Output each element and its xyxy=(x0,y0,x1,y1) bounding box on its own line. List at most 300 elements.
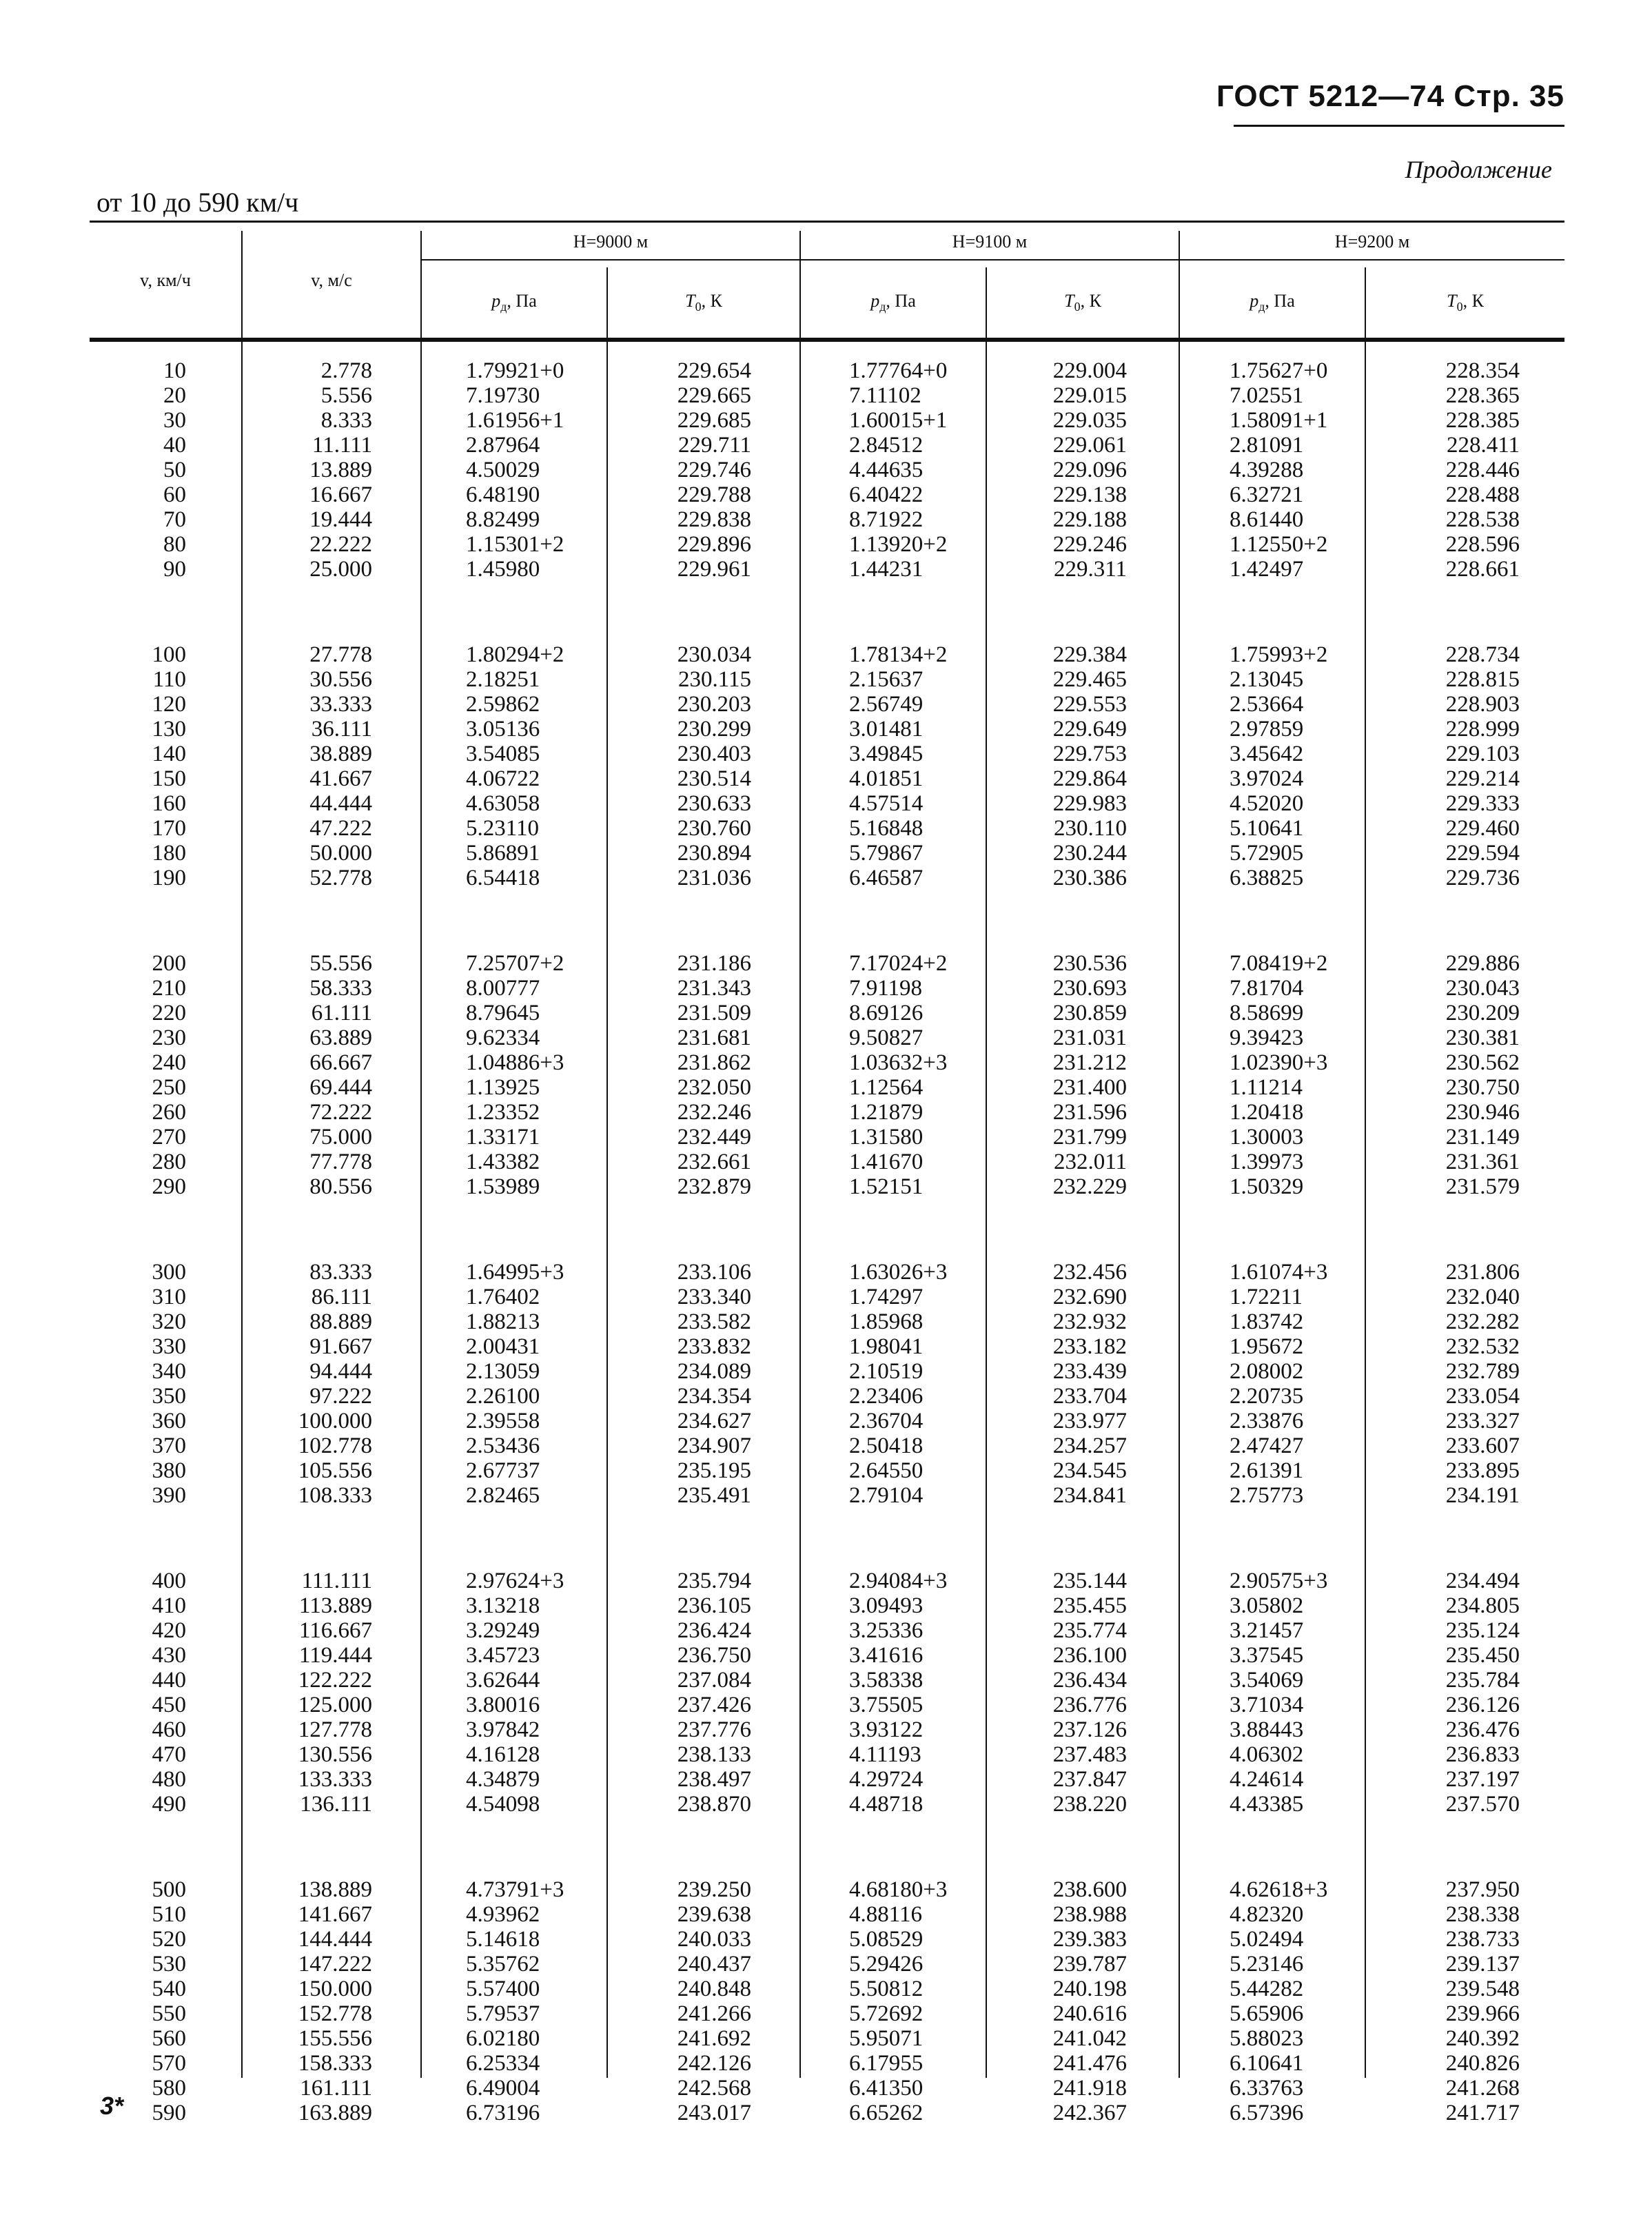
table-cell: 7.91198 xyxy=(849,976,923,1001)
table-cell: 2.90575+3 xyxy=(1230,1569,1328,1593)
table-cell: 1.61956+1 xyxy=(466,408,564,433)
table-cell: 4.54098 xyxy=(466,1792,540,1817)
table-cell: 229.188 xyxy=(1052,507,1127,532)
group-gap xyxy=(849,582,987,642)
table-cell: 238.133 xyxy=(677,1742,751,1767)
table-cell: 234.354 xyxy=(677,1384,751,1409)
table-cell: 232.449 xyxy=(677,1125,751,1150)
table-cell: 3.21457 xyxy=(1230,1618,1304,1643)
table-cell: 229.460 xyxy=(1445,816,1520,841)
table-cell: 5.02494 xyxy=(1230,1927,1304,1952)
table-cell: 235.195 xyxy=(677,1458,751,1483)
group-gap xyxy=(1017,582,1127,642)
table-cell: 7.25707+2 xyxy=(466,951,564,976)
table-cell: 233.832 xyxy=(677,1334,751,1359)
table-cell: 230.894 xyxy=(677,841,751,866)
table-cell: 1.72211 xyxy=(1230,1285,1303,1309)
table-cell: 229.035 xyxy=(1052,408,1127,433)
group-gap xyxy=(849,1817,987,1877)
table-cell: 460 xyxy=(152,1717,186,1742)
page-title: ГОСТ 5212—74 Стр. 35 xyxy=(1216,79,1564,113)
table-cell: 1.12550+2 xyxy=(1230,532,1328,557)
table-cell: 1.95672 xyxy=(1230,1334,1304,1359)
table-cell: 241.268 xyxy=(1445,2076,1520,2101)
table-cell: 5.79867 xyxy=(849,841,924,866)
table-cell: 440 xyxy=(152,1668,186,1693)
table-cell: 1.21879 xyxy=(849,1100,924,1125)
table-cell: 158.333 xyxy=(298,2051,372,2076)
table-cell: 36.111 xyxy=(311,717,372,742)
group-gap xyxy=(117,582,186,642)
table-cell: 1.74297 xyxy=(849,1285,924,1309)
table-cell: 3.54069 xyxy=(1230,1668,1304,1693)
table-cell: 1.45980 xyxy=(466,557,540,582)
table-cell: 242.568 xyxy=(677,2076,751,2101)
table-cell: 237.126 xyxy=(1052,1717,1127,1742)
table-cell: 233.340 xyxy=(677,1285,751,1309)
table-cell: 1.04886+3 xyxy=(466,1050,564,1075)
table-cell: 270 xyxy=(152,1125,186,1150)
group-gap xyxy=(466,1508,604,1569)
table-cell: 229.753 xyxy=(1052,742,1127,766)
table-cell: 1.50329 xyxy=(1230,1174,1304,1199)
table-cell: 150 xyxy=(152,766,186,791)
table-cell: 228.596 xyxy=(1445,532,1520,557)
table-cell: 232.661 xyxy=(677,1150,751,1174)
table-cell: 530 xyxy=(152,1952,186,1977)
page-header xyxy=(1216,79,1564,127)
table-cell: 4.44635 xyxy=(849,458,924,482)
table-cell: 1.23352 xyxy=(466,1100,540,1125)
table-cell: 1.63026+3 xyxy=(849,1260,948,1285)
group-gap xyxy=(262,1817,372,1877)
table-cell: 3.93122 xyxy=(849,1717,924,1742)
col-divider-4 xyxy=(799,231,801,2078)
table-cell: 238.988 xyxy=(1052,1902,1127,1927)
table-cell: 550 xyxy=(152,2001,186,2026)
table-cell: 590 xyxy=(152,2101,186,2125)
table-cell: 235.124 xyxy=(1445,1618,1520,1643)
table-cell: 233.439 xyxy=(1052,1359,1127,1384)
table-cell: 133.333 xyxy=(298,1767,372,1792)
col-divider-1 xyxy=(241,231,243,2078)
table-cell: 233.895 xyxy=(1445,1458,1520,1483)
group-gap xyxy=(466,1817,604,1877)
table-cell: 80 xyxy=(163,532,186,557)
table-cell: 2.26100 xyxy=(466,1384,540,1409)
table-cell: 3.01481 xyxy=(849,717,924,742)
table-cell: 231.186 xyxy=(677,951,751,976)
table-cell: 100.000 xyxy=(298,1409,372,1433)
table-cell: 2.18251 xyxy=(466,667,540,692)
table-cell: 237.570 xyxy=(1445,1792,1520,1817)
table-cell: 228.354 xyxy=(1445,358,1520,383)
table-cell: 58.333 xyxy=(309,976,372,1001)
group-gap xyxy=(641,1199,751,1260)
table-cell: 250 xyxy=(152,1075,186,1100)
table-cell: 236.833 xyxy=(1445,1742,1520,1767)
group-gap xyxy=(641,582,751,642)
table-cell: 450 xyxy=(152,1693,186,1717)
table-cell: 233.704 xyxy=(1052,1384,1127,1409)
table-cell: 6.73196 xyxy=(466,2101,540,2125)
table-cell: 237.084 xyxy=(677,1668,751,1693)
table-cell: 2.97624+3 xyxy=(466,1569,564,1593)
table-cell: 3.37545 xyxy=(1230,1643,1304,1668)
table-cell: 232.050 xyxy=(677,1075,751,1100)
table-cell: 230.693 xyxy=(1052,976,1127,1001)
group-gap xyxy=(117,1817,186,1877)
table-cell: 233.106 xyxy=(677,1260,751,1285)
table-cell: 163.889 xyxy=(298,2101,372,2125)
table-cell: 8.61440 xyxy=(1230,507,1304,532)
table-cell: 230.403 xyxy=(677,742,751,766)
table-cell: 237.776 xyxy=(677,1717,751,1742)
table-cell: 7.17024+2 xyxy=(849,951,948,976)
table-cell: 1.75627+0 xyxy=(1230,358,1328,383)
table-cell: 1.33171 xyxy=(466,1125,540,1150)
table-cell: 241.042 xyxy=(1052,2026,1127,2051)
table-cell: 240.616 xyxy=(1052,2001,1127,2026)
table-cell: 232.040 xyxy=(1445,1285,1520,1309)
table-cell: 231.400 xyxy=(1052,1075,1127,1100)
table-cell: 6.02180 xyxy=(466,2026,540,2051)
table-cell: 66.667 xyxy=(309,1050,372,1075)
table-cell: 230.760 xyxy=(677,816,751,841)
table-cell: 230.043 xyxy=(1445,976,1520,1001)
table-cell: 350 xyxy=(152,1384,186,1409)
table-cell: 4.39288 xyxy=(1230,458,1304,482)
group-gap xyxy=(641,1817,751,1877)
table-cell: 3.09493 xyxy=(849,1593,924,1618)
group-gap xyxy=(262,1508,372,1569)
table-cell: 229.886 xyxy=(1445,951,1520,976)
table-cell: 230.633 xyxy=(677,791,751,816)
table-cell: 4.48718 xyxy=(849,1792,924,1817)
header-pd-9100: $p_д$, Па xyxy=(870,291,916,314)
table-cell: 390 xyxy=(152,1483,186,1508)
table-cell: 230.209 xyxy=(1445,1001,1520,1025)
table-cell: 231.681 xyxy=(677,1025,751,1050)
table-cell: 231.212 xyxy=(1052,1050,1127,1075)
table-cell: 228.815 xyxy=(1445,667,1520,692)
table-cell: 5.72692 xyxy=(849,2001,924,2026)
table-cell: 230.115 xyxy=(677,667,751,692)
group-gap xyxy=(262,890,372,951)
table-cell: 5.08529 xyxy=(849,1927,924,1952)
table-cell: 228.488 xyxy=(1445,482,1520,507)
table-cell: 239.137 xyxy=(1445,1952,1520,1977)
group-gap xyxy=(1230,1508,1367,1569)
table-cell: 138.889 xyxy=(298,1877,372,1902)
table-cell: 238.338 xyxy=(1445,1902,1520,1927)
table-cell: 1.76402 xyxy=(466,1285,540,1309)
table-cell: 2.08002 xyxy=(1230,1359,1304,1384)
table-cell: 30 xyxy=(163,408,186,433)
table-cell: 236.476 xyxy=(1445,1717,1520,1742)
header-h-9100: H=9100 м xyxy=(952,232,1028,252)
table-cell: 233.582 xyxy=(677,1309,751,1334)
header-rule xyxy=(1234,125,1564,127)
group-gap xyxy=(117,890,186,951)
table-cell: 2.59862 xyxy=(466,692,540,717)
table-cell: 237.950 xyxy=(1445,1877,1520,1902)
table-cell: 3.97024 xyxy=(1230,766,1304,791)
table-cell: 1.42497 xyxy=(1230,557,1304,582)
column-v-ms xyxy=(262,358,372,2125)
table-cell: 234.545 xyxy=(1052,1458,1127,1483)
table-cell: 238.497 xyxy=(677,1767,751,1792)
table-cell: 16.667 xyxy=(309,482,372,507)
table-cell: 1.44231 xyxy=(849,557,924,582)
table-cell: 237.197 xyxy=(1445,1767,1520,1792)
table-cell: 238.220 xyxy=(1052,1792,1127,1817)
table-cell: 3.13218 xyxy=(466,1593,540,1618)
table-cell: 220 xyxy=(152,1001,186,1025)
table-cell: 3.25336 xyxy=(849,1618,924,1643)
col-divider-6 xyxy=(1179,231,1180,2078)
table-cell: 231.343 xyxy=(677,976,751,1001)
table-cell: 300 xyxy=(152,1260,186,1285)
table-cell: 2.67737 xyxy=(466,1458,540,1483)
table-cell: 228.661 xyxy=(1445,557,1520,582)
table-cell: 2.53664 xyxy=(1230,692,1304,717)
table-cell: 430 xyxy=(152,1643,186,1668)
table-cell: 231.806 xyxy=(1445,1260,1520,1285)
table-cell: 8.333 xyxy=(320,408,372,433)
table-cell: 210 xyxy=(152,976,186,1001)
table-cell: 1.77764+0 xyxy=(849,358,948,383)
table-cell: 6.41350 xyxy=(849,2076,924,2101)
table-cell: 231.862 xyxy=(677,1050,751,1075)
table-cell: 229.061 xyxy=(1052,433,1127,458)
table-cell: 102.778 xyxy=(298,1433,372,1458)
table-cell: 3.29249 xyxy=(466,1618,540,1643)
table-cell: 2.64550 xyxy=(849,1458,924,1483)
group-gap xyxy=(1230,890,1367,951)
table-cell: 320 xyxy=(152,1309,186,1334)
table-cell: 5.44282 xyxy=(1230,1977,1304,2001)
table-cell: 241.266 xyxy=(677,2001,751,2026)
table-cell: 72.222 xyxy=(309,1100,372,1125)
table-cell: 3.45642 xyxy=(1230,742,1304,766)
table-cell: 100 xyxy=(152,642,186,667)
table-cell: 4.29724 xyxy=(849,1767,924,1792)
table-cell: 241.918 xyxy=(1052,2076,1127,2101)
table-cell: 240.392 xyxy=(1445,2026,1520,2051)
table-cell: 232.456 xyxy=(1052,1260,1127,1285)
table-cell: 1.02390+3 xyxy=(1230,1050,1328,1075)
table-cell: 230.946 xyxy=(1445,1100,1520,1125)
group-gap xyxy=(1409,582,1520,642)
table-cell: 2.13045 xyxy=(1230,667,1304,692)
column-pd-9100 xyxy=(849,358,987,2125)
table-cell: 234.805 xyxy=(1445,1593,1520,1618)
table-cell: 229.138 xyxy=(1052,482,1127,507)
table-top-rule xyxy=(90,221,1564,223)
table-cell: 8.79645 xyxy=(466,1001,540,1025)
table-cell: 2.82465 xyxy=(466,1483,540,1508)
table-cell: 229.896 xyxy=(677,532,751,557)
table-cell: 228.538 xyxy=(1445,507,1520,532)
table-cell: 3.88443 xyxy=(1230,1717,1304,1742)
table-cell: 229.736 xyxy=(1445,866,1520,890)
table-cell: 3.49845 xyxy=(849,742,924,766)
table-cell: 410 xyxy=(152,1593,186,1618)
table-cell: 1.78134+2 xyxy=(849,642,948,667)
table-cell: 560 xyxy=(152,2026,186,2051)
table-cell: 4.73791+3 xyxy=(466,1877,564,1902)
table-cell: 235.784 xyxy=(1445,1668,1520,1693)
table-cell: 2.81091 xyxy=(1230,433,1304,458)
table-cell: 2.10519 xyxy=(849,1359,924,1384)
table-cell: 330 xyxy=(152,1334,186,1359)
table-cell: 229.654 xyxy=(677,358,751,383)
table-cell: 5.79537 xyxy=(466,2001,540,2026)
header-pd-9000: $p_д$, Па xyxy=(491,291,537,314)
table-cell: 6.25334 xyxy=(466,2051,540,2076)
table-cell: 228.999 xyxy=(1445,717,1520,742)
table-cell: 229.649 xyxy=(1052,717,1127,742)
height-group-rule xyxy=(420,259,1564,261)
col-divider-2 xyxy=(420,231,422,2078)
table-cell: 83.333 xyxy=(309,1260,372,1285)
column-t-9000 xyxy=(641,358,751,2125)
table-cell: 239.548 xyxy=(1445,1977,1520,2001)
table-cell: 3.80016 xyxy=(466,1693,540,1717)
table-cell: 230.859 xyxy=(1052,1001,1127,1025)
table-cell: 108.333 xyxy=(298,1483,372,1508)
table-cell: 2.33876 xyxy=(1230,1409,1304,1433)
table-cell: 4.43385 xyxy=(1230,1792,1304,1817)
table-cell: 229.864 xyxy=(1052,766,1127,791)
continuation-label: Продолжение xyxy=(1405,156,1552,183)
table-cell: 1.11214 xyxy=(1230,1075,1303,1100)
table-cell: 490 xyxy=(152,1792,186,1817)
table-cell: 4.06302 xyxy=(1230,1742,1304,1767)
table-cell: 2.47427 xyxy=(1230,1433,1304,1458)
column-t-9100 xyxy=(1017,358,1127,2125)
table-cell: 239.638 xyxy=(677,1902,751,1927)
table-cell: 130 xyxy=(152,717,186,742)
table-cell: 47.222 xyxy=(309,816,372,841)
table-cell: 8.69126 xyxy=(849,1001,924,1025)
table-cell: 4.82320 xyxy=(1230,1902,1304,1927)
table-cell: 235.455 xyxy=(1052,1593,1127,1618)
table-cell: 230.514 xyxy=(677,766,751,791)
table-cell: 1.88213 xyxy=(466,1309,540,1334)
table-cell: 3.05136 xyxy=(466,717,540,742)
table-cell: 2.39558 xyxy=(466,1409,540,1433)
table-cell: 38.889 xyxy=(309,742,372,766)
table-cell: 1.13920+2 xyxy=(849,532,948,557)
table-cell: 1.39973 xyxy=(1230,1150,1304,1174)
table-cell: 13.889 xyxy=(309,458,372,482)
table-cell: 4.68180+3 xyxy=(849,1877,948,1902)
table-cell: 4.88116 xyxy=(849,1902,923,1927)
table-cell: 5.556 xyxy=(320,383,372,408)
column-pd-9000 xyxy=(466,358,604,2125)
table-cell: 1.31580 xyxy=(849,1125,924,1150)
table-cell: 5.23146 xyxy=(1230,1952,1304,1977)
table-cell: 230.110 xyxy=(1053,816,1127,841)
table-cell: 230.536 xyxy=(1052,951,1127,976)
table-cell: 2.23406 xyxy=(849,1384,924,1409)
table-cell: 7.02551 xyxy=(1230,383,1304,408)
table-cell: 75.000 xyxy=(309,1125,372,1150)
table-cell: 3.05802 xyxy=(1230,1593,1304,1618)
table-cell: 141.667 xyxy=(298,1902,372,1927)
table-cell: 5.95071 xyxy=(849,2026,924,2051)
table-cell: 2.15637 xyxy=(849,667,924,692)
table-cell: 6.10641 xyxy=(1230,2051,1304,2076)
table-cell: 91.667 xyxy=(309,1334,372,1359)
table-cell: 1.98041 xyxy=(849,1334,924,1359)
table-cell: 6.32721 xyxy=(1230,482,1304,507)
table-cell: 69.444 xyxy=(309,1075,372,1100)
table-cell: 9.50827 xyxy=(849,1025,924,1050)
table-cell: 229.214 xyxy=(1445,766,1520,791)
table-cell: 229.103 xyxy=(1445,742,1520,766)
table-cell: 231.579 xyxy=(1445,1174,1520,1199)
group-gap xyxy=(1230,1817,1367,1877)
table-cell: 232.011 xyxy=(1053,1150,1127,1174)
group-gap xyxy=(641,1508,751,1569)
table-cell: 238.733 xyxy=(1445,1927,1520,1952)
table-cell: 1.15301+2 xyxy=(466,532,564,557)
data-table xyxy=(90,221,1564,2125)
table-cell: 236.434 xyxy=(1052,1668,1127,1693)
table-cell: 1.58091+1 xyxy=(1230,408,1328,433)
table-cell: 234.257 xyxy=(1052,1433,1127,1458)
table-cell: 229.096 xyxy=(1052,458,1127,482)
table-cell: 52.778 xyxy=(309,866,372,890)
table-cell: 27.778 xyxy=(309,642,372,667)
table-cell: 55.556 xyxy=(309,951,372,976)
table-cell: 233.054 xyxy=(1445,1384,1520,1409)
table-cell: 229.015 xyxy=(1052,383,1127,408)
table-cell: 9.62334 xyxy=(466,1025,540,1050)
table-cell: 1.30003 xyxy=(1230,1125,1304,1150)
table-cell: 230.562 xyxy=(1445,1050,1520,1075)
table-cell: 290 xyxy=(152,1174,186,1199)
table-cell: 5.35762 xyxy=(466,1952,540,1977)
table-cell: 127.778 xyxy=(298,1717,372,1742)
table-cell: 260 xyxy=(152,1100,186,1125)
table-cell: 500 xyxy=(152,1877,186,1902)
table-cell: 80.556 xyxy=(309,1174,372,1199)
table-cell: 88.889 xyxy=(309,1309,372,1334)
table-cell: 2.36704 xyxy=(849,1409,924,1433)
table-cell: 41.667 xyxy=(309,766,372,791)
table-cell: 235.144 xyxy=(1052,1569,1127,1593)
col-divider-3 xyxy=(606,267,608,2078)
table-cell: 8.00777 xyxy=(466,976,540,1001)
table-cell: 233.182 xyxy=(1052,1334,1127,1359)
table-cell: 229.004 xyxy=(1052,358,1127,383)
table-cell: 242.126 xyxy=(677,2051,751,2076)
table-cell: 19.444 xyxy=(309,507,372,532)
table-cell: 1.43382 xyxy=(466,1150,540,1174)
group-gap xyxy=(849,1199,987,1260)
table-cell: 6.17955 xyxy=(849,2051,924,2076)
table-cell: 2.778 xyxy=(320,358,372,383)
table-cell: 77.778 xyxy=(309,1150,372,1174)
table-cell: 1.80294+2 xyxy=(466,642,564,667)
table-cell: 540 xyxy=(152,1977,186,2001)
table-cell: 1.53989 xyxy=(466,1174,540,1199)
table-cell: 230.299 xyxy=(677,717,751,742)
